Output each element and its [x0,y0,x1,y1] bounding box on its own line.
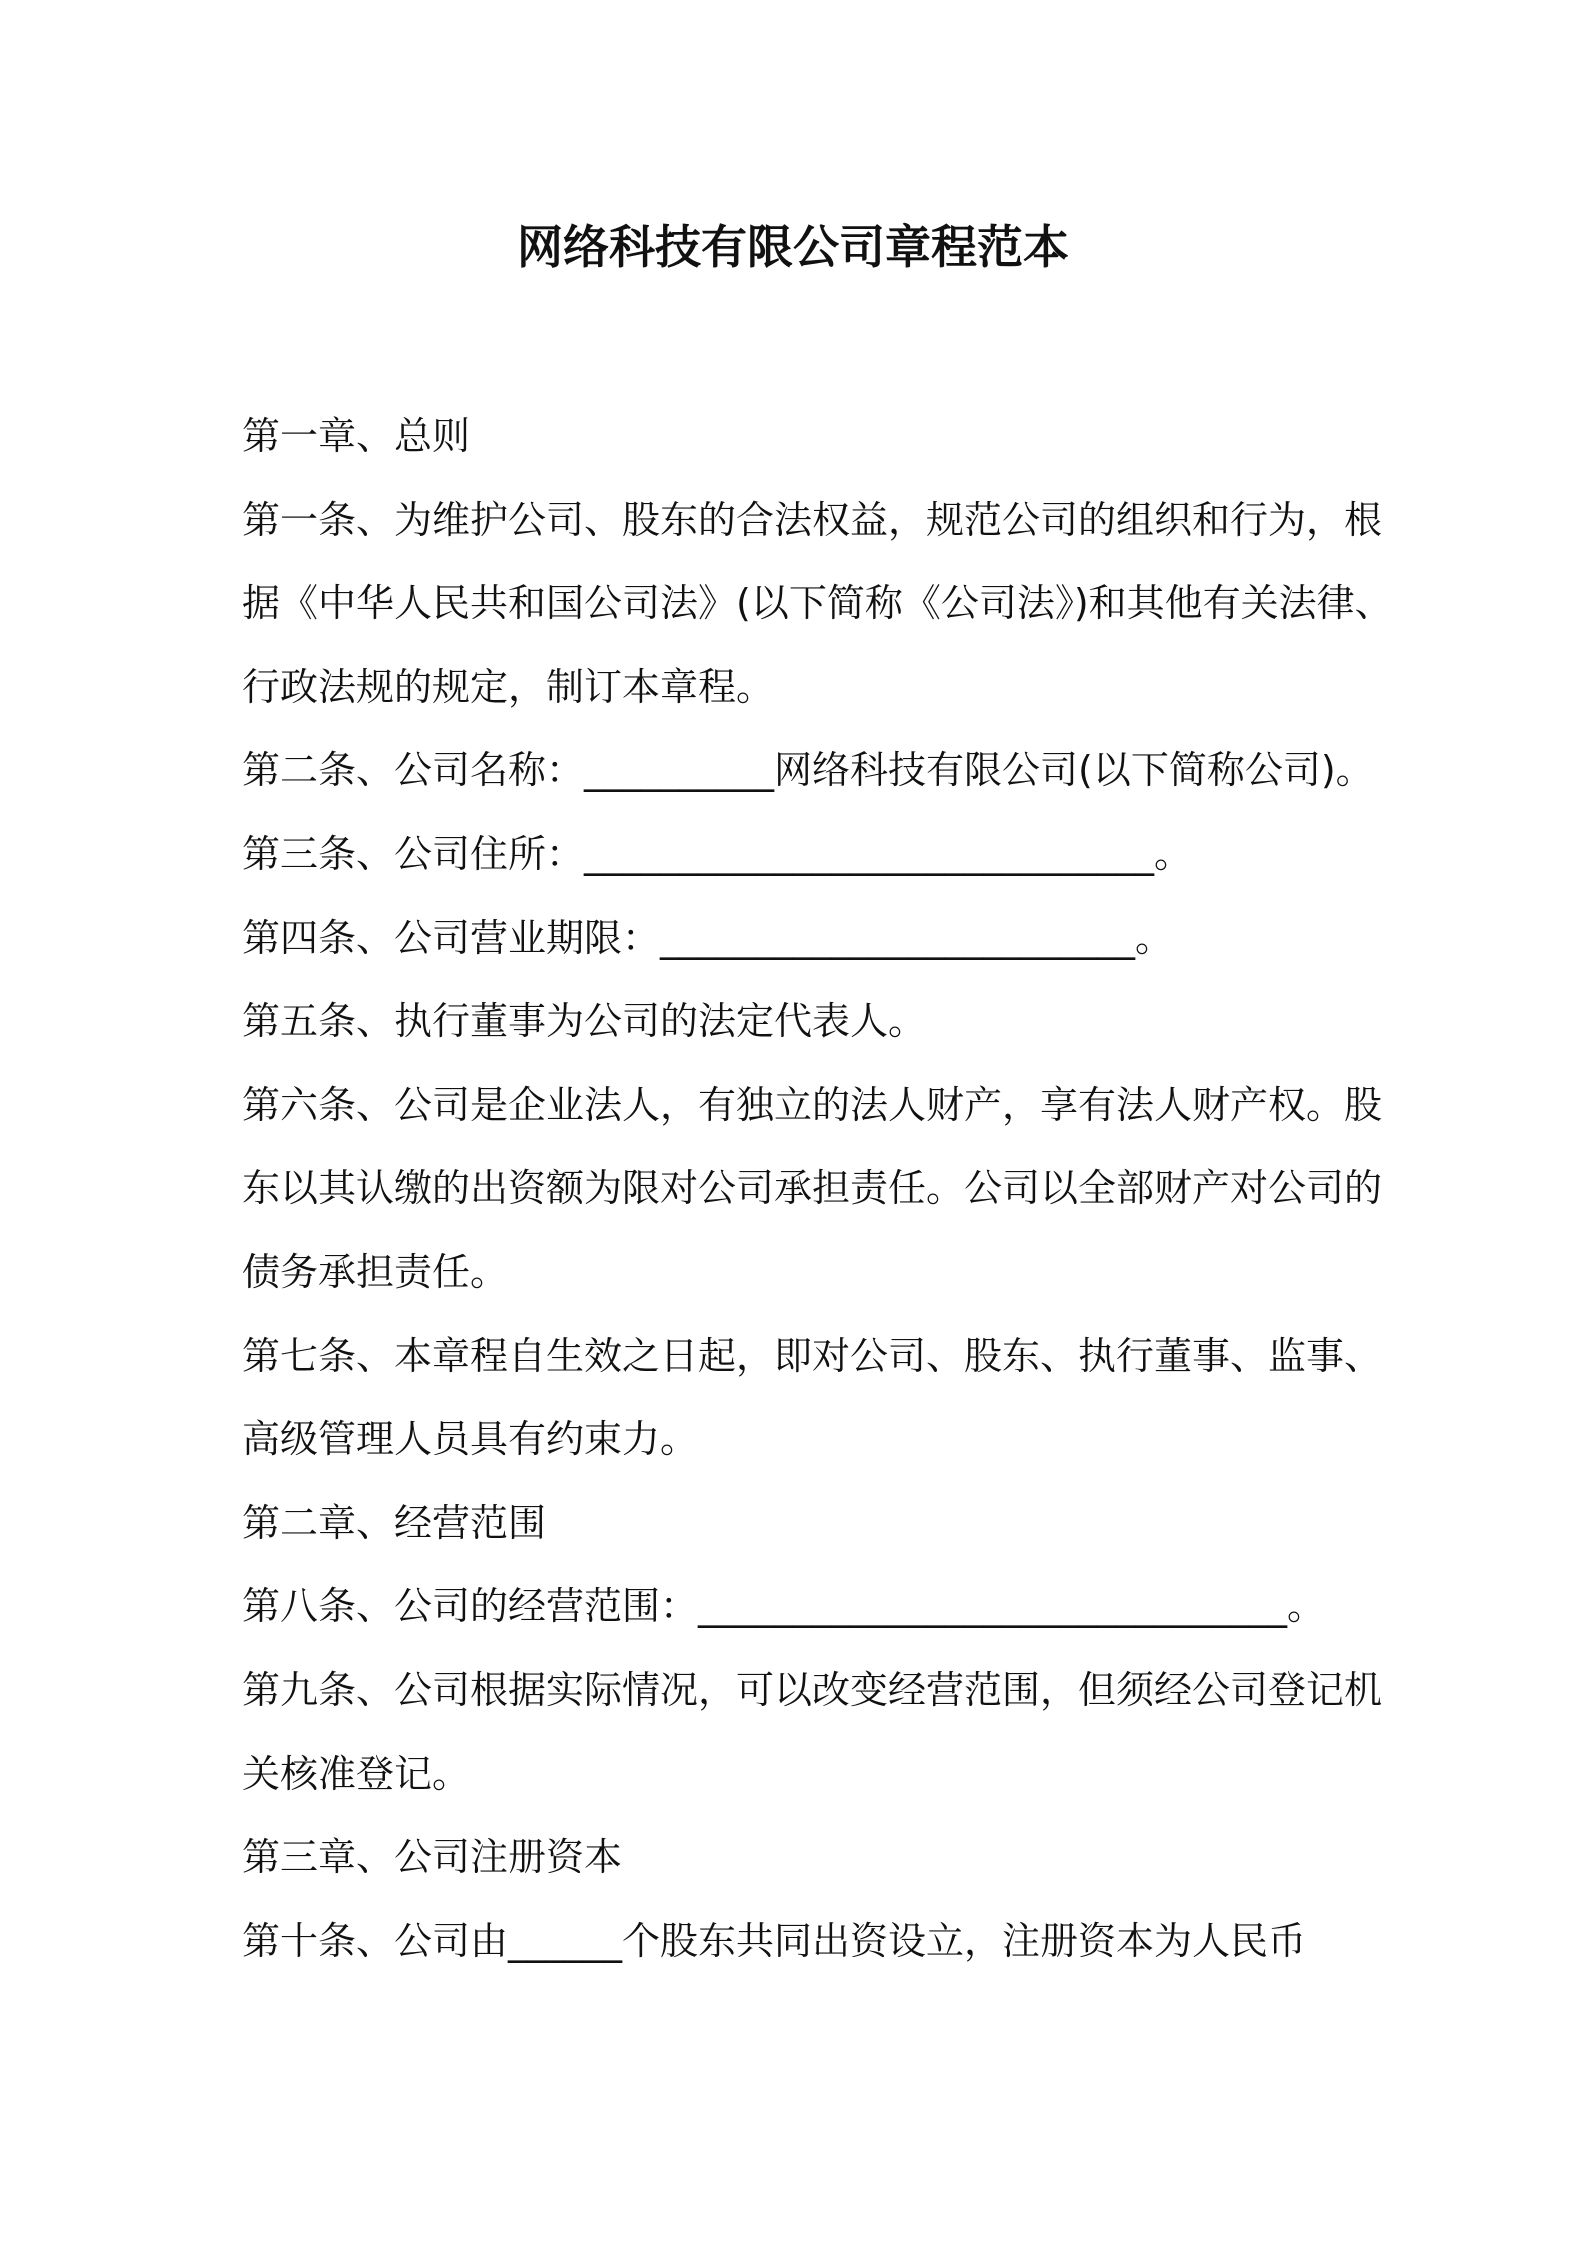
article-line: 第五条、执行董事为公司的法定代表人。 [242,999,927,1044]
article-line: 据《中华人民共和国公司法》(以下简称《公司法》)和其他有关法律、 [242,581,1393,626]
document-body [242,395,1393,1983]
article-line: 东以其认缴的出资额为限对公司承担责任。公司以全部财产对公司的 [242,1166,1383,1211]
article-line: 第二条、公司名称：__________网络科技有限公司(以下简称公司)。 [242,748,1374,793]
article-line: 第十条、公司由______个股东共同出资设立，注册资本为人民币 [242,1918,1307,1963]
document-title: 网络科技有限公司章程范本 [517,220,1069,274]
article-line: 第四条、公司营业期限：_________________________。 [242,915,1174,960]
chapter-heading: 第一章、总则 [242,414,471,458]
article-line: 第八条、公司的经营范围：_______________________________。 [242,1584,1326,1629]
chapter-heading: 第三章、公司注册资本 [242,1835,623,1880]
article-line: 债务承担责任。 [242,1249,509,1294]
article-line: 行政法规的规定，制订本章程。 [242,664,775,709]
article-line: 第一条、为维护公司、股东的合法权益，规范公司的组织和行为，根 [242,497,1383,542]
article-line: 第三条、公司住所：______________________________。 [242,831,1193,876]
chapter-heading: 第二章、经营范围 [242,1500,547,1545]
article-line: 第九条、公司根据实际情况，可以改变经营范围，但须经公司登记机 [242,1667,1383,1712]
article-line: 第六条、公司是企业法人，有独立的法人财产，享有法人财产权。股 [242,1082,1383,1127]
article-line: 第七条、本章程自生效之日起，即对公司、股东、执行董事、监事、 [242,1333,1383,1378]
article-line: 关核准登记。 [242,1751,471,1796]
article-line: 高级管理人员具有约束力。 [242,1417,699,1462]
